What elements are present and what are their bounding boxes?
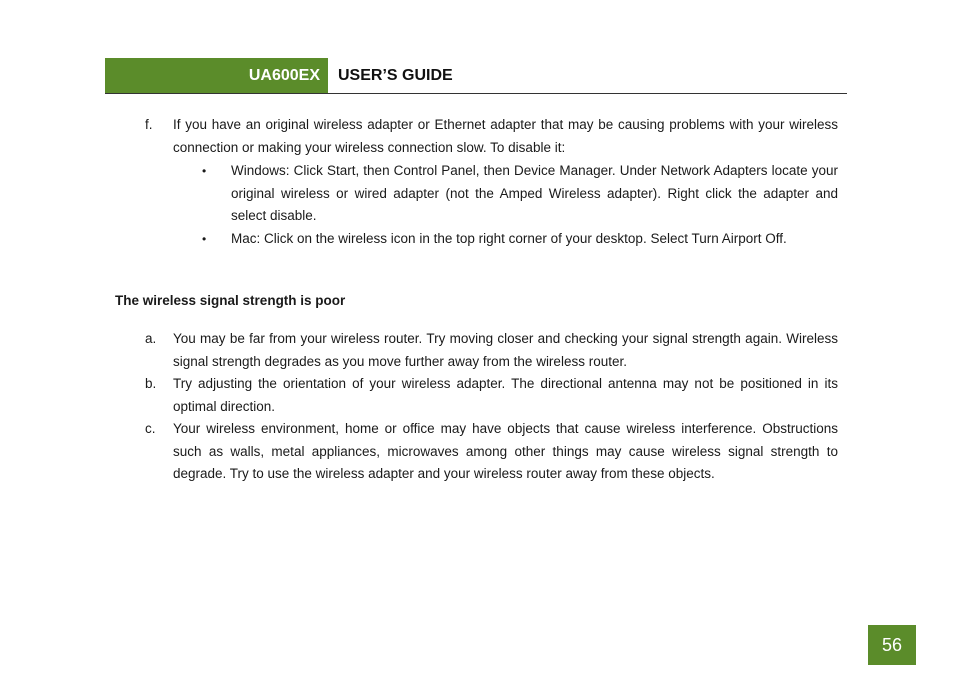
guide-title: USER’S GUIDE <box>338 66 453 84</box>
list-marker-b: b. <box>145 376 157 391</box>
list-item-b: Try adjusting the orientation of your wireless adapter. The directional antenna may not be positioned in its optimal direction. <box>173 376 838 414</box>
list-marker-a: a. <box>145 331 157 346</box>
section-heading: The wireless signal strength is poor <box>115 293 346 308</box>
page-header <box>105 58 847 94</box>
page-number: 56 <box>868 625 916 665</box>
list-item-a: You may be far from your wireless router. Try moving closer and checking your signal strength again. Wireless signal strength degrades as you move further away from the wireless router. <box>173 331 838 369</box>
bullet-icon: • <box>202 164 207 178</box>
list-item-f: If you have an original wireless adapter or Ethernet adapter that may be causing problems with your wireless connection or making your wireless connection slow. To disable it: <box>173 117 838 155</box>
bullet-mac: Mac: Click on the wireless icon in the top right corner of your desktop. Select Turn Airport Off. <box>231 231 787 246</box>
model-label: UA600EX <box>105 58 328 93</box>
bullet-windows: Windows: Click Start, then Control Panel, then Device Manager. Under Network Adapters locate your original wireless or wired adapter (not the Amped Wireless adapter). Right click the adapter and select disable. <box>231 163 838 223</box>
list-marker-c: c. <box>145 421 156 436</box>
list-item-c: Your wireless environment, home or office may have objects that cause wireless interference. Obstructions such as walls, metal appliances, microwaves among other things may cause wireless signal strength to degrade. Try to use the wireless adapter and your wireless router away from these objects. <box>173 421 838 481</box>
list-marker-f: f. <box>145 117 153 132</box>
bullet-icon: • <box>202 232 207 246</box>
